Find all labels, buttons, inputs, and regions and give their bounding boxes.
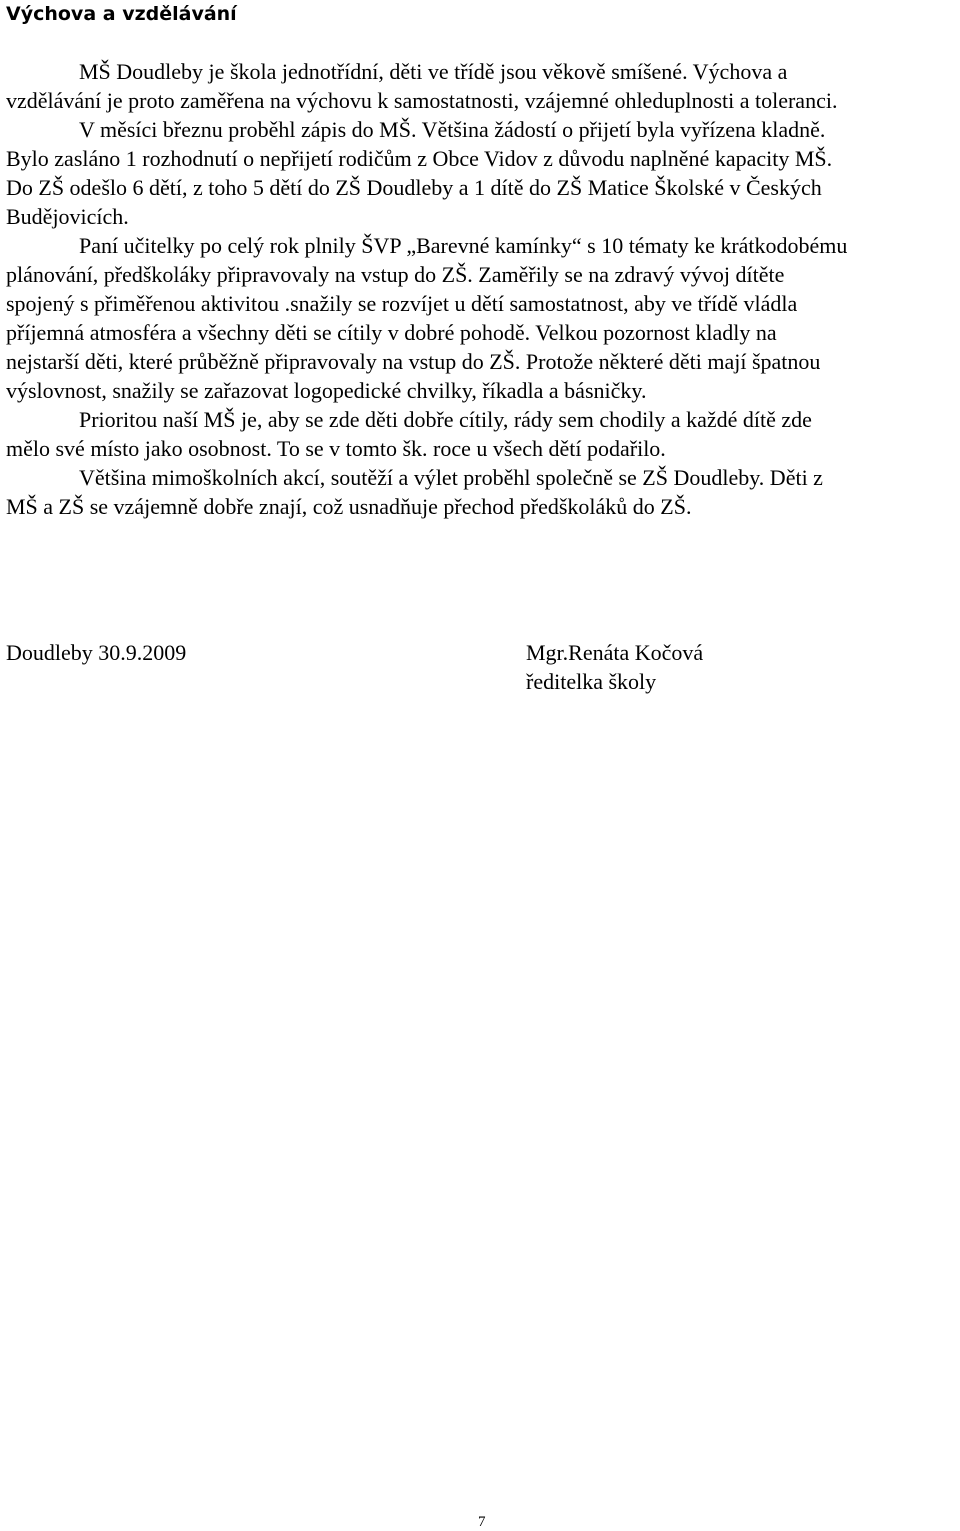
text-line: Paní učitelky po celý rok plnily ŠVP „Barevné kamínky“ s 10 tématy ke krátkodobému [79, 233, 848, 258]
text-line: Bylo zasláno 1 rozhodnutí o nepřijetí rodičům z Obce Vidov z důvodu naplněné kapacity MŠ. [6, 146, 833, 171]
text-line: vzdělávání je proto zaměřena na výchovu k samostatnosti, vzájemné ohleduplnosti a toleranci. [6, 88, 838, 113]
section-heading: Výchova a vzdělávání [6, 3, 237, 25]
text-line: V měsíci březnu proběhl zápis do MŠ. Většina žádostí o přijetí byla vyřízena kladně. [79, 117, 826, 142]
text-line: nejstarší děti, které průběžně připravovaly na vstup do ZŠ. Protože některé děti mají špatnou [6, 349, 821, 374]
text-line: MŠ Doudleby je škola jednotřídní, děti ve třídě jsou věkově smíšené. Výchova a [79, 59, 788, 84]
text-line: příjemná atmosféra a všechny děti se cítily v dobré pohodě. Velkou pozornost kladly na [6, 320, 777, 345]
text-line: mělo své místo jako osobnost. To se v tomto šk. roce u všech dětí podařilo. [6, 436, 666, 461]
text-line: plánování, předškoláky připravovaly na vstup do ZŠ. Zaměřily se na zdravý vývoj dítěte [6, 262, 785, 287]
text-line: MŠ a ZŠ se vzájemně dobře znají, což usnadňuje přechod předškoláků do ZŠ. [6, 494, 692, 519]
text-line: výslovnost, snažily se zařazovat logopedické chvilky, říkadla a básničky. [6, 378, 647, 403]
body-text [6, 57, 954, 521]
text-line: Prioritou naší MŠ je, aby se zde děti dobře cítily, rády sem chodily a každé dítě zde [79, 407, 812, 432]
text-line: Budějovicích. [6, 204, 129, 229]
place-date: Doudleby 30.9.2009 [6, 640, 187, 665]
text-line: Do ZŠ odešlo 6 dětí, z toho 5 dětí do ZŠ Doudleby a 1 dítě do ZŠ Matice Školské v Českých [6, 175, 822, 200]
signatory-name: Mgr.Renáta Kočová [526, 640, 704, 665]
signatory-title: ředitelka školy [526, 669, 657, 694]
text-line: Většina mimoškolních akcí, soutěží a výlet proběhl společně se ZŠ Doudleby. Děti z [79, 465, 823, 490]
text-line: spojený s přiměřenou aktivitou .snažily se rozvíjet u dětí samostatnost, aby ve třídě vládla [6, 291, 798, 316]
page-number: 7 [478, 1514, 486, 1530]
